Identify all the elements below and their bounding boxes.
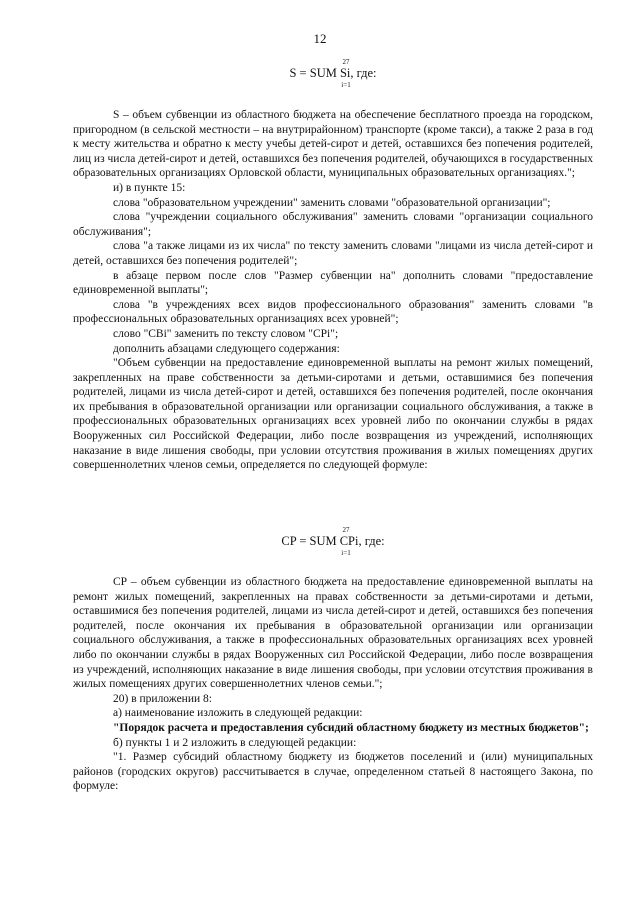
page-number: 12 — [313, 31, 327, 46]
paragraph-replace-persons: слова "а также лицами из их числа" по тексту заменить словами "лицами из числа детей-сирот и детей, оставшихся без попечения родителей"; — [73, 240, 593, 267]
paragraph-replace-social: слова "учреждении социального обслуживания" заменить словами "организации социального обслуживания"; — [73, 211, 593, 238]
text-block-2 — [73, 575, 593, 794]
formula-cp-lower-limit: i=1 — [341, 549, 351, 557]
paragraph-item-i: и) в пункте 15: — [113, 181, 186, 194]
formula-s-lower-limit: i=1 — [341, 81, 351, 89]
formula-cp-upper-limit: 27 — [342, 526, 350, 534]
paragraph-first-abzac: в абзаце первом после слов "Размер субвенции на" дополнить словами "предоставление единовременной выплаты"; — [73, 269, 593, 297]
paragraph-add-abzacs: дополнить абзацами следующего содержания: — [113, 342, 340, 355]
paragraph-item-b: б) пункты 1 и 2 изложить в следующей редакции: — [113, 736, 357, 749]
paragraph-replace-cbi: слово "CBi" заменить по тексту словом "CPi"; — [113, 327, 339, 340]
text-block-1 — [73, 108, 593, 473]
paragraph-cp-definition: CP – объем субвенции из областного бюджета на предоставление единовременной выплаты на ремонт жилых помещений, закрепленных на правах собственности за детьми-сиротами и детьми, оставшимися без попечения родителей, лицами из числа детей-сирот и детей, оставшихся без попечения родителей, после окончания их пребывания в образовательной организации или организации социального обслуживания, а также в профессиональных образовательных организациях всех уровней либо по окончании службы в рядах Вооруженных сил Российской Федерации, либо после возвращения из учреждений, исполняющих наказание в виде лишения свободы, при условии отсутствия проживания в жилых помещениях других совершеннолетних членов семьи."; — [73, 576, 593, 691]
paragraph-subvention-volume: "Объем субвенции на предоставление единовременной выплаты на ремонт жилых помещений, закрепленных на праве собственности за детьми-сиротами и детьми, оставшимися без попечения родителей, лицами из числа детей-сирот и детей, оставшихся без попечения родителей, после окончания их пребывания в образовательной организации или организации социального обслуживания, а также в профессиональных образовательных организациях всех уровней либо по окончании службы в рядах Вооруженных сил Российской Федерации, либо после возвращения из учреждений, исполняющих наказание в виде лишения свободы, при условии отсутствия проживания в жилых помещениях других совершеннолетних членов семьи, определяется по следующей формуле: — [73, 357, 593, 472]
paragraph-replace-educational: слова "образовательном учреждении" заменить словами "образовательной организации"; — [113, 196, 551, 209]
paragraph-item-a: а) наименование изложить в следующей редакции: — [113, 707, 363, 720]
formula-s — [73, 58, 593, 89]
paragraph-s-definition: S – объем субвенции из областного бюджета на обеспечение бесплатного проезда на городском, пригородном (в сельской местности – на внутрирайонном) транспорте (кроме такси), а также 2 раза в год к месту жительства и обратно к месту учебы детей-сирот и детей, оставшихся без попечения родителей, лиц из числа детей-сирот и детей, оставшихся без попечения родителей, обучающихся в государственных образовательных организациях Орловской области, муниципальных образовательных организациях."; — [73, 109, 593, 180]
formula-cp — [73, 526, 593, 557]
paragraph-new-title: "Порядок расчета и предоставления субсидий областному бюджету из местных бюджетов"; — [113, 721, 589, 734]
paragraph-point-1: "1. Размер субсидий областному бюджету из бюджетов поселений и (или) муниципальных районов (городских округов) рассчитывается в случае, определенном статьей 8 настоящего Закона, по формуле: — [73, 751, 593, 793]
formula-s-upper-limit: 27 — [342, 58, 350, 66]
formula-s-expression: S = SUM Si, где: — [289, 66, 377, 80]
paragraph-replace-professional: слова "в учреждениях всех видов профессионального образования" заменить словами "в профессиональных образовательных организациях всех уровней"; — [73, 298, 593, 326]
formula-cp-expression: CP = SUM CPi, где: — [281, 534, 385, 548]
paragraph-item-20: 20) в приложении 8: — [113, 692, 212, 705]
